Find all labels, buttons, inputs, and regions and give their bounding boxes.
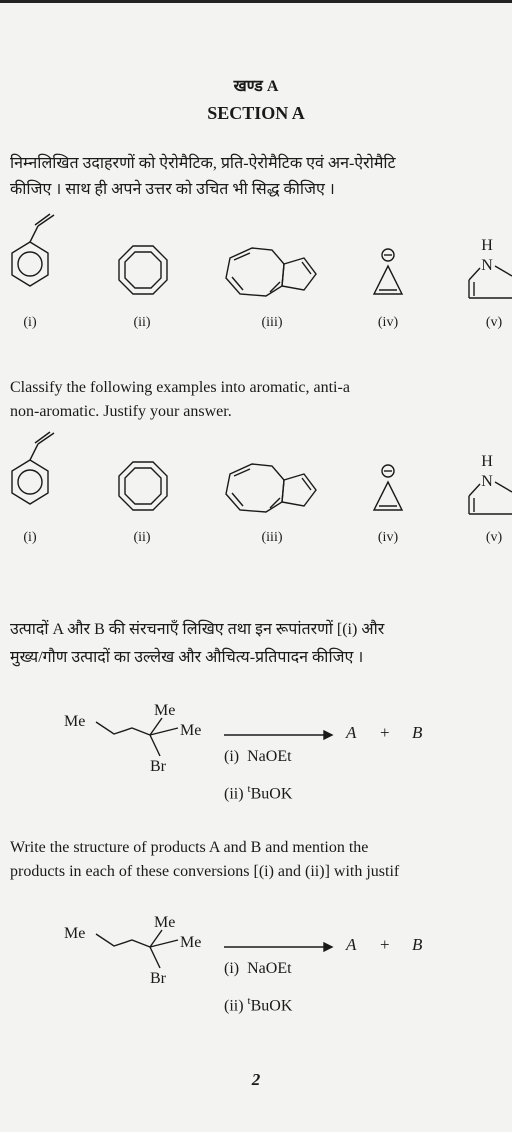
page-number: 2 (251, 1070, 261, 1089)
label-iv: (iv) (377, 530, 399, 545)
pyrrole-structure (465, 232, 512, 304)
br-label: Br (150, 970, 166, 987)
q2-english-line-1: Write the structure of products A and B and mention the (10, 839, 369, 856)
me-right: Me (180, 722, 202, 739)
azulene-structure (222, 460, 322, 520)
pyrrole-n: N (481, 473, 493, 490)
azulene-structure (222, 244, 322, 304)
me-left: Me (64, 713, 86, 730)
label-v: (v) (485, 530, 503, 545)
label-i: (i) (23, 530, 37, 545)
styrene-structure (8, 428, 58, 518)
label-v: (v) (485, 315, 503, 330)
br-label: Br (150, 758, 166, 775)
plus-sign: + (380, 935, 390, 954)
q2-english-line-2: products in each of these conversions [(i) and (ii)] with justif (10, 863, 400, 880)
product-b: B (412, 723, 423, 742)
cyclopropenyl-anion-structure (370, 246, 410, 302)
alkyl-bromide-structure (64, 698, 214, 778)
label-iii: (iii) (261, 315, 283, 330)
pyrrole-n: N (481, 257, 493, 274)
me-top: Me (154, 702, 176, 719)
top-border (0, 0, 512, 3)
label-ii: (ii) (133, 315, 151, 330)
me-left: Me (64, 925, 86, 942)
label-iii: (iii) (261, 530, 283, 545)
reagent-naoet: (i) NaOEt (224, 960, 292, 977)
section-title-english: SECTION A (207, 103, 305, 123)
reagent-naoet: (i) NaOEt (224, 748, 292, 765)
cyclooctatetraene-structure (113, 458, 173, 518)
label-ii: (ii) (133, 530, 151, 545)
styrene-structure (8, 210, 58, 300)
section-title-hindi: खण्ड A (233, 78, 279, 95)
label-iv: (iv) (377, 315, 399, 330)
alkyl-bromide-structure (64, 910, 214, 990)
me-top: Me (154, 914, 176, 931)
cyclooctatetraene-structure (113, 242, 173, 302)
product-b: B (412, 935, 423, 954)
reaction-arrow (224, 940, 334, 954)
q2-hindi-line-2: मुख्य/गौण उत्पादों का उल्लेख और औचित्य-प्रतिपादन कीजिए । (10, 649, 364, 666)
reagent-tbuok: (ii) $^t$BuOK (224, 995, 293, 1015)
product-a: A (346, 723, 357, 742)
cyclopropenyl-anion-structure (370, 462, 410, 518)
pyrrole-h: H (481, 453, 493, 470)
reagent-tbuok: (ii) $^t$BuOK (224, 783, 293, 803)
pyrrole-structure (465, 448, 512, 520)
reaction-arrow (224, 728, 334, 742)
q1-hindi-line-1: निम्नलिखित उदाहरणों को ऐरोमैटिक, प्रति-ऐरोमैटिक एवं अन-ऐरोमैटि (10, 155, 396, 172)
q1-english-line-1: Classify the following examples into aromatic, anti-a (10, 379, 350, 396)
plus-sign: + (380, 723, 390, 742)
product-a: A (346, 935, 357, 954)
me-right: Me (180, 934, 202, 951)
q1-english-line-2: non-aromatic. Justify your answer. (10, 403, 232, 420)
q2-hindi-line-1: उत्पादों A और B की संरचनाएँ लिखिए तथा इन रूपांतरणों [(i) और (10, 621, 385, 638)
q1-hindi-line-2: कीजिए । साथ ही अपने उत्तर को उचित भी सिद्ध कीजिए । (10, 181, 335, 198)
pyrrole-h: H (481, 237, 493, 254)
label-i: (i) (23, 315, 37, 330)
